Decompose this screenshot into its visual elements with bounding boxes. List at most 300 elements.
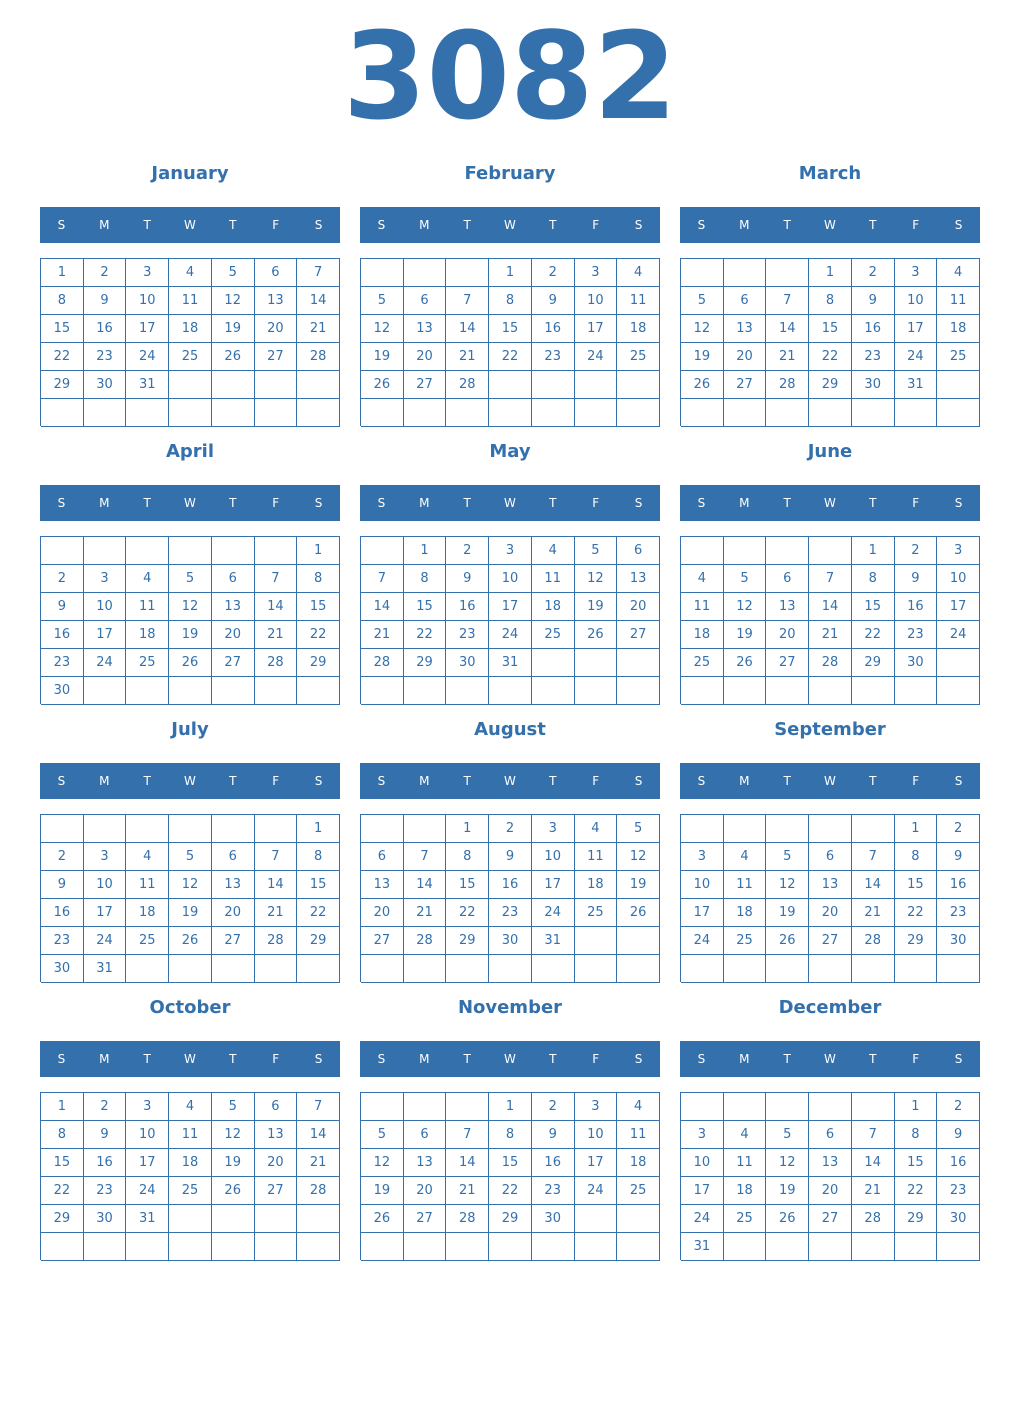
day-cell: 22: [41, 1177, 84, 1205]
day-cell: 4: [724, 843, 767, 871]
empty-day-cell: [766, 955, 809, 983]
day-grid: [360, 814, 660, 982]
weekday-label: M: [419, 774, 430, 788]
empty-day-cell: [766, 1233, 809, 1261]
month-name: November: [457, 997, 563, 1018]
weekday-label: S: [634, 218, 643, 232]
day-cell: 26: [617, 899, 660, 927]
day-cell: 15: [895, 1149, 938, 1177]
day-cell: 11: [532, 565, 575, 593]
day-cell: 28: [255, 649, 298, 677]
weekday-label: M: [739, 218, 750, 232]
day-cell: 18: [724, 1177, 767, 1205]
day-cell: 30: [446, 649, 489, 677]
day-cell: 4: [169, 259, 212, 287]
day-cell: 6: [404, 287, 447, 315]
weekday-label: F: [592, 774, 600, 788]
month-august: [360, 716, 660, 994]
day-grid: [40, 258, 340, 426]
empty-day-cell: [169, 955, 212, 983]
day-cell: 15: [41, 1149, 84, 1177]
weekday-label: F: [912, 1052, 920, 1066]
weekday-label: M: [739, 1052, 750, 1066]
day-cell: 5: [169, 843, 212, 871]
day-cell: 16: [895, 593, 938, 621]
empty-day-cell: [212, 1233, 255, 1261]
day-cell: 31: [681, 1233, 724, 1261]
empty-day-cell: [724, 955, 767, 983]
empty-day-cell: [809, 1093, 852, 1121]
empty-day-cell: [84, 815, 127, 843]
day-cell: 1: [895, 1093, 938, 1121]
empty-day-cell: [404, 399, 447, 427]
day-cell: 26: [212, 343, 255, 371]
day-cell: 5: [766, 843, 809, 871]
day-grid: [680, 814, 980, 982]
day-cell: 10: [489, 565, 532, 593]
day-cell: 18: [126, 621, 169, 649]
month-name: August: [474, 719, 546, 740]
day-cell: 8: [404, 565, 447, 593]
day-cell: 20: [724, 343, 767, 371]
day-cell: 6: [255, 259, 298, 287]
weekday-label: S: [57, 1052, 66, 1066]
empty-day-cell: [446, 259, 489, 287]
day-cell: 13: [361, 871, 404, 899]
day-cell: 27: [404, 1205, 447, 1233]
day-cell: 9: [446, 565, 489, 593]
day-cell: 22: [895, 1177, 938, 1205]
empty-day-cell: [681, 815, 724, 843]
weekday-label: M: [99, 496, 110, 510]
day-cell: 5: [212, 1093, 255, 1121]
day-cell: 5: [361, 1121, 404, 1149]
weekday-label: S: [634, 496, 643, 510]
day-cell: 14: [852, 871, 895, 899]
weekday-label: W: [184, 774, 196, 788]
weekday-label: T: [463, 1052, 471, 1066]
weekday-label: W: [824, 774, 836, 788]
day-cell: 11: [126, 593, 169, 621]
weekday-label: W: [504, 774, 516, 788]
weekday-label: M: [419, 1052, 430, 1066]
weekday-label: S: [697, 1052, 706, 1066]
empty-day-cell: [489, 955, 532, 983]
day-cell: 18: [617, 1149, 660, 1177]
empty-day-cell: [212, 399, 255, 427]
day-cell: 19: [212, 315, 255, 343]
day-grid: [360, 536, 660, 704]
day-grid: [680, 1092, 980, 1260]
empty-day-cell: [446, 399, 489, 427]
empty-day-cell: [84, 1233, 127, 1261]
day-cell: 9: [84, 287, 127, 315]
day-cell: 24: [84, 649, 127, 677]
day-cell: 6: [724, 287, 767, 315]
day-cell: 13: [809, 871, 852, 899]
day-cell: 10: [84, 593, 127, 621]
day-cell: 3: [84, 843, 127, 871]
day-cell: 27: [404, 371, 447, 399]
empty-day-cell: [169, 1233, 212, 1261]
day-cell: 25: [724, 927, 767, 955]
weekday-label: T: [549, 496, 557, 510]
empty-day-cell: [84, 399, 127, 427]
day-cell: 28: [297, 343, 340, 371]
empty-day-cell: [41, 815, 84, 843]
empty-day-cell: [126, 677, 169, 705]
weekday-label: T: [143, 774, 151, 788]
day-cell: 7: [766, 287, 809, 315]
empty-day-cell: [255, 537, 298, 565]
day-cell: 11: [169, 1121, 212, 1149]
empty-day-cell: [297, 955, 340, 983]
empty-day-cell: [532, 677, 575, 705]
day-cell: 27: [255, 1177, 298, 1205]
day-cell: 26: [575, 621, 618, 649]
day-cell: 30: [937, 1205, 980, 1233]
weekday-label: S: [377, 218, 386, 232]
weekday-label: T: [783, 218, 791, 232]
empty-day-cell: [212, 371, 255, 399]
day-cell: 11: [937, 287, 980, 315]
day-cell: 3: [681, 1121, 724, 1149]
day-cell: 17: [895, 315, 938, 343]
day-cell: 21: [852, 899, 895, 927]
empty-day-cell: [169, 815, 212, 843]
day-cell: 8: [895, 1121, 938, 1149]
day-cell: 29: [852, 649, 895, 677]
weekday-label: W: [504, 496, 516, 510]
weekday-label: T: [143, 1052, 151, 1066]
day-cell: 6: [212, 565, 255, 593]
empty-day-cell: [575, 927, 618, 955]
day-cell: 20: [617, 593, 660, 621]
weekday-label: F: [912, 218, 920, 232]
empty-day-cell: [575, 371, 618, 399]
empty-day-cell: [937, 649, 980, 677]
day-cell: 26: [361, 1205, 404, 1233]
day-grid: [680, 258, 980, 426]
day-cell: 6: [809, 1121, 852, 1149]
month-name: June: [807, 441, 853, 462]
day-cell: 18: [617, 315, 660, 343]
empty-day-cell: [84, 537, 127, 565]
day-cell: 26: [212, 1177, 255, 1205]
empty-day-cell: [361, 259, 404, 287]
day-cell: 13: [724, 315, 767, 343]
day-cell: 19: [361, 343, 404, 371]
weekday-label: F: [272, 774, 280, 788]
month-november: [360, 994, 660, 1272]
empty-day-cell: [617, 927, 660, 955]
day-cell: 8: [895, 843, 938, 871]
day-cell: 17: [575, 315, 618, 343]
day-cell: 14: [255, 593, 298, 621]
empty-day-cell: [255, 1205, 298, 1233]
day-cell: 28: [361, 649, 404, 677]
day-cell: 10: [937, 565, 980, 593]
empty-day-cell: [489, 677, 532, 705]
day-cell: 10: [126, 1121, 169, 1149]
empty-day-cell: [766, 677, 809, 705]
day-cell: 19: [212, 1149, 255, 1177]
weekday-label: F: [912, 774, 920, 788]
weekday-label: M: [99, 774, 110, 788]
weekday-label: T: [143, 218, 151, 232]
day-cell: 26: [361, 371, 404, 399]
day-cell: 16: [852, 315, 895, 343]
empty-day-cell: [681, 955, 724, 983]
day-cell: 21: [255, 899, 298, 927]
weekday-label: F: [272, 1052, 280, 1066]
day-cell: 12: [724, 593, 767, 621]
empty-day-cell: [297, 371, 340, 399]
day-cell: 18: [169, 1149, 212, 1177]
empty-day-cell: [212, 677, 255, 705]
empty-day-cell: [724, 259, 767, 287]
day-cell: 19: [766, 1177, 809, 1205]
day-cell: 25: [126, 927, 169, 955]
day-cell: 17: [84, 621, 127, 649]
weekday-label: W: [824, 496, 836, 510]
empty-day-cell: [575, 677, 618, 705]
day-cell: 9: [937, 843, 980, 871]
weekday-header-bar: [360, 1041, 660, 1077]
day-cell: 10: [84, 871, 127, 899]
day-cell: 15: [809, 315, 852, 343]
day-cell: 20: [404, 1177, 447, 1205]
empty-day-cell: [446, 1233, 489, 1261]
weekday-label: S: [697, 496, 706, 510]
empty-day-cell: [212, 537, 255, 565]
day-cell: 18: [724, 899, 767, 927]
day-cell: 3: [489, 537, 532, 565]
day-cell: 20: [361, 899, 404, 927]
day-cell: 25: [532, 621, 575, 649]
day-cell: 20: [809, 899, 852, 927]
month-name: July: [171, 719, 209, 740]
day-cell: 22: [446, 899, 489, 927]
day-cell: 29: [895, 1205, 938, 1233]
month-name: April: [165, 441, 215, 462]
day-cell: 15: [446, 871, 489, 899]
day-cell: 7: [255, 843, 298, 871]
day-cell: 2: [852, 259, 895, 287]
empty-day-cell: [724, 537, 767, 565]
day-cell: 16: [532, 1149, 575, 1177]
day-cell: 15: [895, 871, 938, 899]
day-cell: 17: [937, 593, 980, 621]
weekday-label: T: [463, 496, 471, 510]
day-cell: 8: [297, 843, 340, 871]
weekday-label: W: [504, 1052, 516, 1066]
day-cell: 1: [446, 815, 489, 843]
day-cell: 23: [937, 1177, 980, 1205]
empty-day-cell: [404, 677, 447, 705]
day-cell: 19: [681, 343, 724, 371]
day-cell: 2: [446, 537, 489, 565]
weekday-label: S: [314, 218, 323, 232]
day-cell: 27: [724, 371, 767, 399]
empty-day-cell: [681, 537, 724, 565]
empty-day-cell: [852, 815, 895, 843]
weekday-label: T: [869, 774, 877, 788]
empty-day-cell: [575, 955, 618, 983]
day-cell: 26: [766, 1205, 809, 1233]
day-cell: 21: [446, 1177, 489, 1205]
weekday-label: M: [419, 496, 430, 510]
day-cell: 14: [297, 1121, 340, 1149]
day-cell: 29: [297, 927, 340, 955]
day-cell: 13: [212, 593, 255, 621]
day-cell: 2: [937, 815, 980, 843]
empty-day-cell: [895, 399, 938, 427]
weekday-label: S: [314, 496, 323, 510]
day-cell: 16: [489, 871, 532, 899]
weekday-label: S: [377, 774, 386, 788]
day-cell: 30: [41, 955, 84, 983]
weekday-label: S: [377, 496, 386, 510]
empty-day-cell: [126, 1233, 169, 1261]
day-cell: 11: [575, 843, 618, 871]
empty-day-cell: [255, 371, 298, 399]
day-cell: 28: [766, 371, 809, 399]
day-cell: 25: [681, 649, 724, 677]
weekday-label: F: [272, 218, 280, 232]
day-cell: 1: [489, 1093, 532, 1121]
day-cell: 3: [575, 1093, 618, 1121]
day-cell: 22: [809, 343, 852, 371]
day-cell: 7: [852, 1121, 895, 1149]
empty-day-cell: [255, 677, 298, 705]
day-cell: 22: [297, 621, 340, 649]
day-cell: 8: [446, 843, 489, 871]
empty-day-cell: [852, 399, 895, 427]
day-cell: 5: [169, 565, 212, 593]
day-cell: 31: [126, 1205, 169, 1233]
day-cell: 18: [681, 621, 724, 649]
empty-day-cell: [41, 399, 84, 427]
weekday-header-bar: [680, 763, 980, 799]
weekday-label: T: [783, 1052, 791, 1066]
day-cell: 25: [617, 343, 660, 371]
day-cell: 26: [169, 927, 212, 955]
day-cell: 23: [532, 1177, 575, 1205]
day-cell: 16: [937, 1149, 980, 1177]
empty-day-cell: [617, 371, 660, 399]
weekday-label: T: [229, 496, 237, 510]
day-cell: 28: [852, 1205, 895, 1233]
day-cell: 6: [361, 843, 404, 871]
day-cell: 28: [446, 1205, 489, 1233]
day-cell: 28: [809, 649, 852, 677]
day-cell: 9: [41, 871, 84, 899]
empty-day-cell: [532, 399, 575, 427]
day-cell: 22: [489, 1177, 532, 1205]
day-cell: 7: [297, 1093, 340, 1121]
day-cell: 17: [126, 315, 169, 343]
weekday-label: T: [783, 774, 791, 788]
day-cell: 3: [126, 259, 169, 287]
day-cell: 13: [809, 1149, 852, 1177]
day-cell: 12: [169, 871, 212, 899]
day-cell: 9: [937, 1121, 980, 1149]
empty-day-cell: [575, 1205, 618, 1233]
day-cell: 25: [724, 1205, 767, 1233]
day-cell: 27: [809, 1205, 852, 1233]
day-cell: 6: [404, 1121, 447, 1149]
day-cell: 29: [489, 1205, 532, 1233]
month-name: January: [151, 163, 229, 184]
day-cell: 15: [489, 315, 532, 343]
weekday-header-bar: [360, 207, 660, 243]
month-march: [680, 160, 980, 438]
day-cell: 23: [489, 899, 532, 927]
weekday-label: T: [549, 218, 557, 232]
empty-day-cell: [681, 1093, 724, 1121]
day-cell: 9: [84, 1121, 127, 1149]
day-cell: 27: [766, 649, 809, 677]
day-cell: 29: [895, 927, 938, 955]
day-cell: 23: [895, 621, 938, 649]
day-cell: 2: [84, 259, 127, 287]
day-cell: 7: [361, 565, 404, 593]
empty-day-cell: [809, 537, 852, 565]
day-cell: 30: [937, 927, 980, 955]
day-cell: 6: [809, 843, 852, 871]
day-cell: 4: [126, 565, 169, 593]
day-cell: 24: [126, 343, 169, 371]
weekday-label: S: [57, 218, 66, 232]
day-cell: 19: [575, 593, 618, 621]
day-cell: 22: [895, 899, 938, 927]
day-cell: 10: [575, 287, 618, 315]
day-cell: 1: [297, 815, 340, 843]
day-cell: 25: [937, 343, 980, 371]
day-cell: 13: [766, 593, 809, 621]
day-cell: 12: [361, 1149, 404, 1177]
empty-day-cell: [724, 815, 767, 843]
day-cell: 22: [489, 343, 532, 371]
empty-day-cell: [724, 677, 767, 705]
weekday-header-bar: [40, 1041, 340, 1077]
day-cell: 2: [895, 537, 938, 565]
day-cell: 20: [212, 621, 255, 649]
day-cell: 13: [404, 315, 447, 343]
month-name: March: [798, 163, 862, 184]
day-cell: 24: [84, 927, 127, 955]
empty-day-cell: [126, 399, 169, 427]
day-cell: 10: [575, 1121, 618, 1149]
day-cell: 13: [404, 1149, 447, 1177]
day-cell: 17: [575, 1149, 618, 1177]
day-cell: 24: [575, 343, 618, 371]
weekday-label: M: [739, 774, 750, 788]
weekday-label: T: [783, 496, 791, 510]
day-cell: 16: [446, 593, 489, 621]
empty-day-cell: [724, 399, 767, 427]
day-cell: 2: [532, 259, 575, 287]
day-cell: 25: [169, 343, 212, 371]
day-cell: 26: [766, 927, 809, 955]
day-cell: 14: [809, 593, 852, 621]
empty-day-cell: [809, 1233, 852, 1261]
empty-day-cell: [489, 371, 532, 399]
day-cell: 28: [852, 927, 895, 955]
empty-day-cell: [532, 649, 575, 677]
weekday-label: S: [634, 774, 643, 788]
